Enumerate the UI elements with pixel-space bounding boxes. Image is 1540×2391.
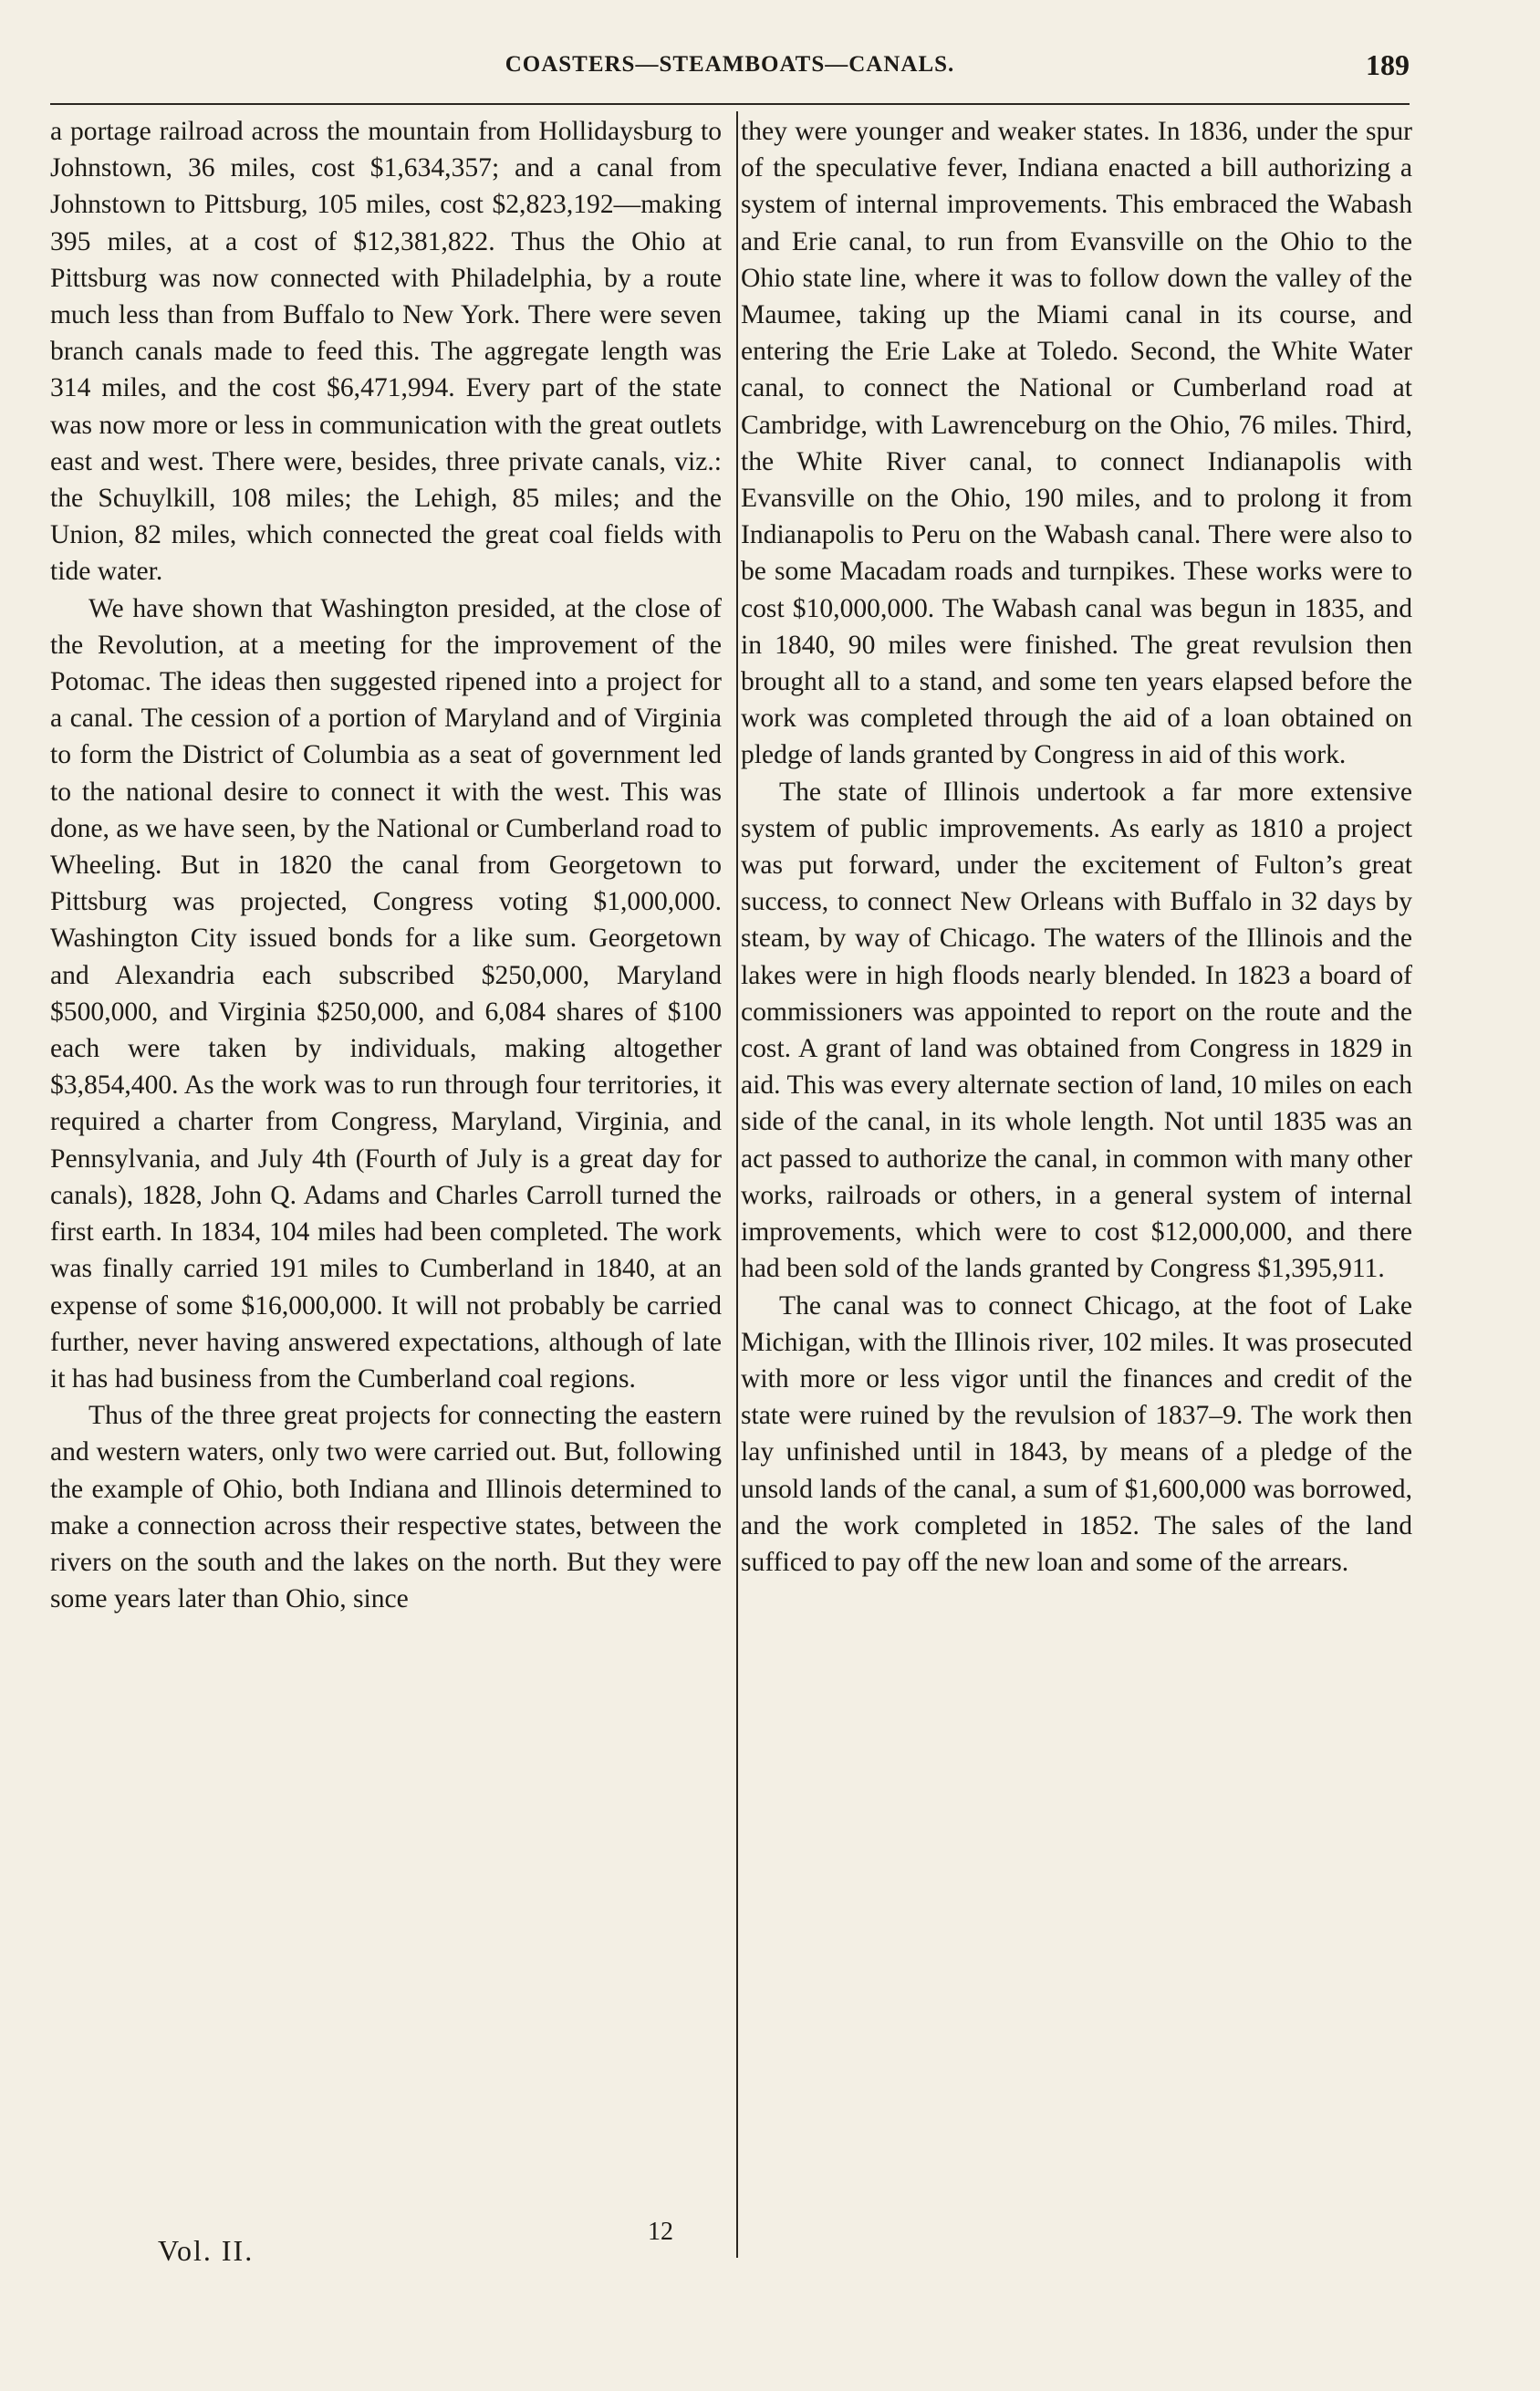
paragraph: a portage railroad across the mountain from Hollidaysburg to Johnstown, 36 miles, cost $1,634,357; and a canal from Johnstown to Pittsburg, 105 miles, cost $2,823,192—making 395 miles, at a cost of $12,381,822. Thus the Ohio at Pittsburg was now connected with Philadelphia, by a route much less than from Buffalo to New York. There were seven branch canals made to feed this. The aggregate length was 314 miles, and the cost $6,471,994. Every part of the state was now more or less in communication with the great outlets east and west. There were, besides, three private canals, viz.: the Schuylkill, 108 miles; the Lehigh, 85 miles; and the Union, 82 miles, which connected the great coal fields with tide water. xyxy=(50,117,722,587)
paragraph: The state of Illinois undertook a far more extensive system of public improvements. As early as 1810 a project was put forward, under the excitement of Fulton’s great success, to connect New Orleans with Buffalo in 32 days by steam, by way of Chicago. The waters of the Illinois and the lakes were in high floods nearly blended. In 1823 a board of commissioners was appointed to report on the route and the cost. A grant of land was obtained from Congress in 1829 in aid. This was every alternate section of land, 10 miles on each side of the canal, in its whole length. Not until 1835 was an act passed to authorize the canal, in common with many other works, railroads or others, in a general system of internal improvements, which were to cost $12,000,000, and there had been sold of the lands granted by Congress $1,395,911. xyxy=(741,777,1412,1284)
paragraph: We have shown that Washington presided, at the close of the Revolution, at a meeting for the improvement of the Potomac. The ideas then suggested ripened into a project for a canal. The cession of a portion of Maryland and of Virginia to form the District of Columbia as a seat of government led to the national desire to connect it with the west. This was done, as we have seen, by the National or Cumberland road to Wheeling. But in 1820 the canal from Georgetown to Pittsburg was projected, Congress voting $1,000,000. Washington City issued bonds for a like sum. Georgetown and Alexandria each subscribed $250,000, Maryland $500,000, and Virginia $250,000, and 6,084 shares of $100 each were taken by individuals, making altogether $3,854,400. As the work was to run through four territories, it required a charter from Congress, Maryland, Virginia, and Pennsylvania, and July 4th (Fourth of July is a great day for canals), 1828, John Q. Adams and Charles Carroll turned the first earth. In 1834, 104 miles had been completed. The work was finally carried 191 miles to Cumberland in 1840, at an expense of some $16,000,000. It will not probably be carried further, never having answered expectations, although of late it has had business from the Cumberland coal regions. xyxy=(50,593,722,1394)
page-header xyxy=(50,50,1410,87)
page-number: 189 xyxy=(1366,48,1410,81)
signature-mark: 12 xyxy=(648,2218,673,2246)
paragraph: Thus of the three great projects for connecting the eastern and western waters, only two were carried out. But, following the example of Ohio, both Indiana and Illinois determined to make a connection across their respective states, between the rivers on the south and the lakes on the north. But they were some years later than Ohio, since xyxy=(50,1401,722,1614)
column-divider xyxy=(736,111,738,2258)
volume-label: Vol. II. xyxy=(158,2234,255,2267)
page-footer xyxy=(50,2218,722,2272)
right-column xyxy=(741,113,1412,1581)
left-column xyxy=(50,113,722,1617)
paragraph: The canal was to connect Chicago, at the foot of Lake Michigan, with the Illinois river, 102 miles. It was prosecuted with more or less vigor until the finances and credit of the state were ruined by the revulsion of 1837–9. The work then lay unfinished until in 1843, by means of a pledge of the unsold lands of the canal, a sum of $1,600,000 was borrowed, and the work completed in 1852. The sales of the land sufficed to pay off the new loan and some of the arrears. xyxy=(741,1290,1412,1577)
header-rule xyxy=(50,103,1410,105)
running-head: COASTERS—STEAMBOATS—CANALS. xyxy=(505,52,955,77)
paragraph: they were younger and weaker states. In 1836, under the spur of the speculative fever, Indiana enacted a bill authorizing a system of internal improvements. This embraced the Wabash and Erie canal, to run from Evansville on the Ohio to the Ohio state line, where it was to follow down the valley of the Maumee, taking up the Miami canal in its course, and entering the Erie Lake at Toledo. Second, the White Water canal, to connect the National or Cumberland road at Cambridge, with Lawrenceburg on the Ohio, 76 miles. Third, the White River canal, to connect Indianapolis with Evansville on the Ohio, 190 miles, and to prolong it from Indianapolis to Peru on the Wabash canal. There were also to be some Macadam roads and turnpikes. These works were to cost $10,000,000. The Wabash canal was begun in 1835, and in 1840, 90 miles were finished. The great revulsion then brought all to a stand, and some ten years elapsed before the work was completed through the aid of a loan obtained on pledge of lands granted by Congress in aid of this work. xyxy=(741,117,1412,770)
